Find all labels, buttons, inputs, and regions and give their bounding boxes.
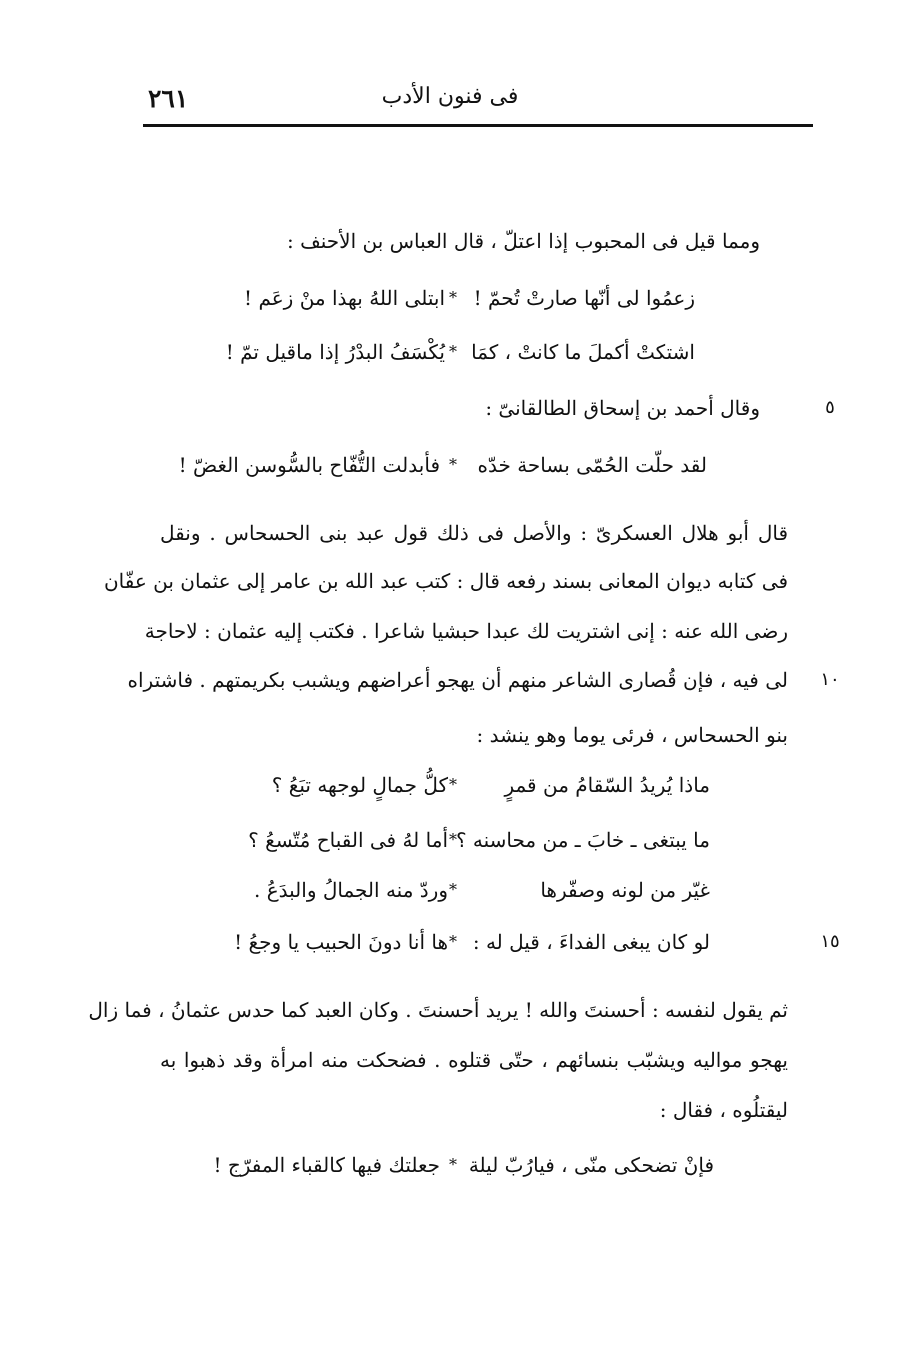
verse-separator: * [449,830,457,849]
verse-3-first-hemistich: لقد حلّت الحُمّى بساحة خدّه [477,453,707,477]
verse-5-first-hemistich: ما يبتغى ـ خابَ ـ من محاسنه ؟ [455,828,710,852]
verse-1-second-hemistich: ابتلى اللهُ بهذا منْ زعَم ! [244,286,445,310]
prose-line: لى فيه ، فإن قُصارى الشاعر منهم أن يهجو أعراضهم ويشبب بكريمتهم . فاشتراه [127,668,788,692]
verse-8-first-hemistich: فإنْ تضحكى منّى ، فيارُبّ ليلة [468,1153,714,1177]
prose-line: قال أبو هلال العسكرىّ : والأصل فى ذلك قول عبد بنى الحسحاس . ونقل [160,521,788,545]
verse-separator: * [449,288,457,307]
prose-line: بنو الحسحاس ، فرئى يوما وهو ينشد : [476,723,788,747]
verse-separator: * [449,342,457,361]
verse-8-second-hemistich: جعلتك فيها كالقباء المفرّج ! [213,1153,440,1177]
header-rule [143,124,813,127]
verse-2-first-hemistich: اشتكتْ أكملَ ما كانتْ ، كمَا [471,340,695,364]
verse-3-second-hemistich: فأبدلت التُّفّاح بالسُّوسن الغضّ ! [178,453,440,477]
verse-7-second-hemistich: ها أنا دونَ الحبيب يا وجعُ ! [234,930,448,954]
prose-line: يهجو مواليه ويشبّب بنسائهم ، حتّى قتلوه . فضحكت منه امرأة وقد ذهبوا به [160,1048,788,1072]
prose-line: فى كتابه ديوان المعانى بسند رفعه قال : كتب عبد الله بن عامر إلى عثمان بن عفّان [103,569,788,593]
intro-line-1: ومما قيل فى المحبوب إذا اعتلّ ، قال العباس بن الأحنف : [286,229,760,253]
verse-5-second-hemistich: أما لهُ فى القباح مُتّسعُ ؟ [248,828,448,852]
verse-separator: * [449,932,457,951]
margin-line-number-15: ١٥ [820,931,840,952]
margin-line-number-5: ٥ [825,397,835,418]
verse-4-second-hemistich: كلُّ جمالٍ لوجهه تبَعُ ؟ [271,773,448,797]
page-number: ٢٦١ [148,84,189,113]
verse-4-first-hemistich: ماذا يُريدُ السّقامُ من قمرٍ [504,773,710,797]
verse-6-first-hemistich: غيّر من لونه وصفّرها [540,878,710,902]
verse-separator: * [449,1155,457,1174]
verse-separator: * [449,880,457,899]
intro-line-2: وقال أحمد بن إسحاق الطالقانىّ : [485,396,760,420]
verse-2-second-hemistich: يُكْسَفُ البدْرُ إذا ماقيل تمّ ! [225,340,445,364]
verse-separator: * [449,455,457,474]
prose-line: رضى الله عنه : إنى اشتريت لك عبدا حبشيا شاعرا . فكتب إليه عثمان : لاحاجة [144,619,788,643]
verse-1-first-hemistich: زعمُوا لى أنّها صارتْ تُحمّ ! [473,286,695,310]
margin-line-number-10: ١٠ [820,669,840,690]
prose-line: ثم يقول لنفسه : أحسنتَ والله ! يريد أحسنتَ . وكان العبد كما حدس عثمانُ ، فما زال [88,998,788,1022]
running-header-title: فى فنون الأدب [381,84,519,109]
verse-separator: * [449,775,457,794]
prose-line: ليقتلُوه ، فقال : [659,1098,788,1122]
verse-6-second-hemistich: وردّ منه الجمالُ والبدَعُ . [253,878,448,902]
verse-7-first-hemistich: لو كان يبغى الفداءَ ، قيل له : [472,930,710,954]
